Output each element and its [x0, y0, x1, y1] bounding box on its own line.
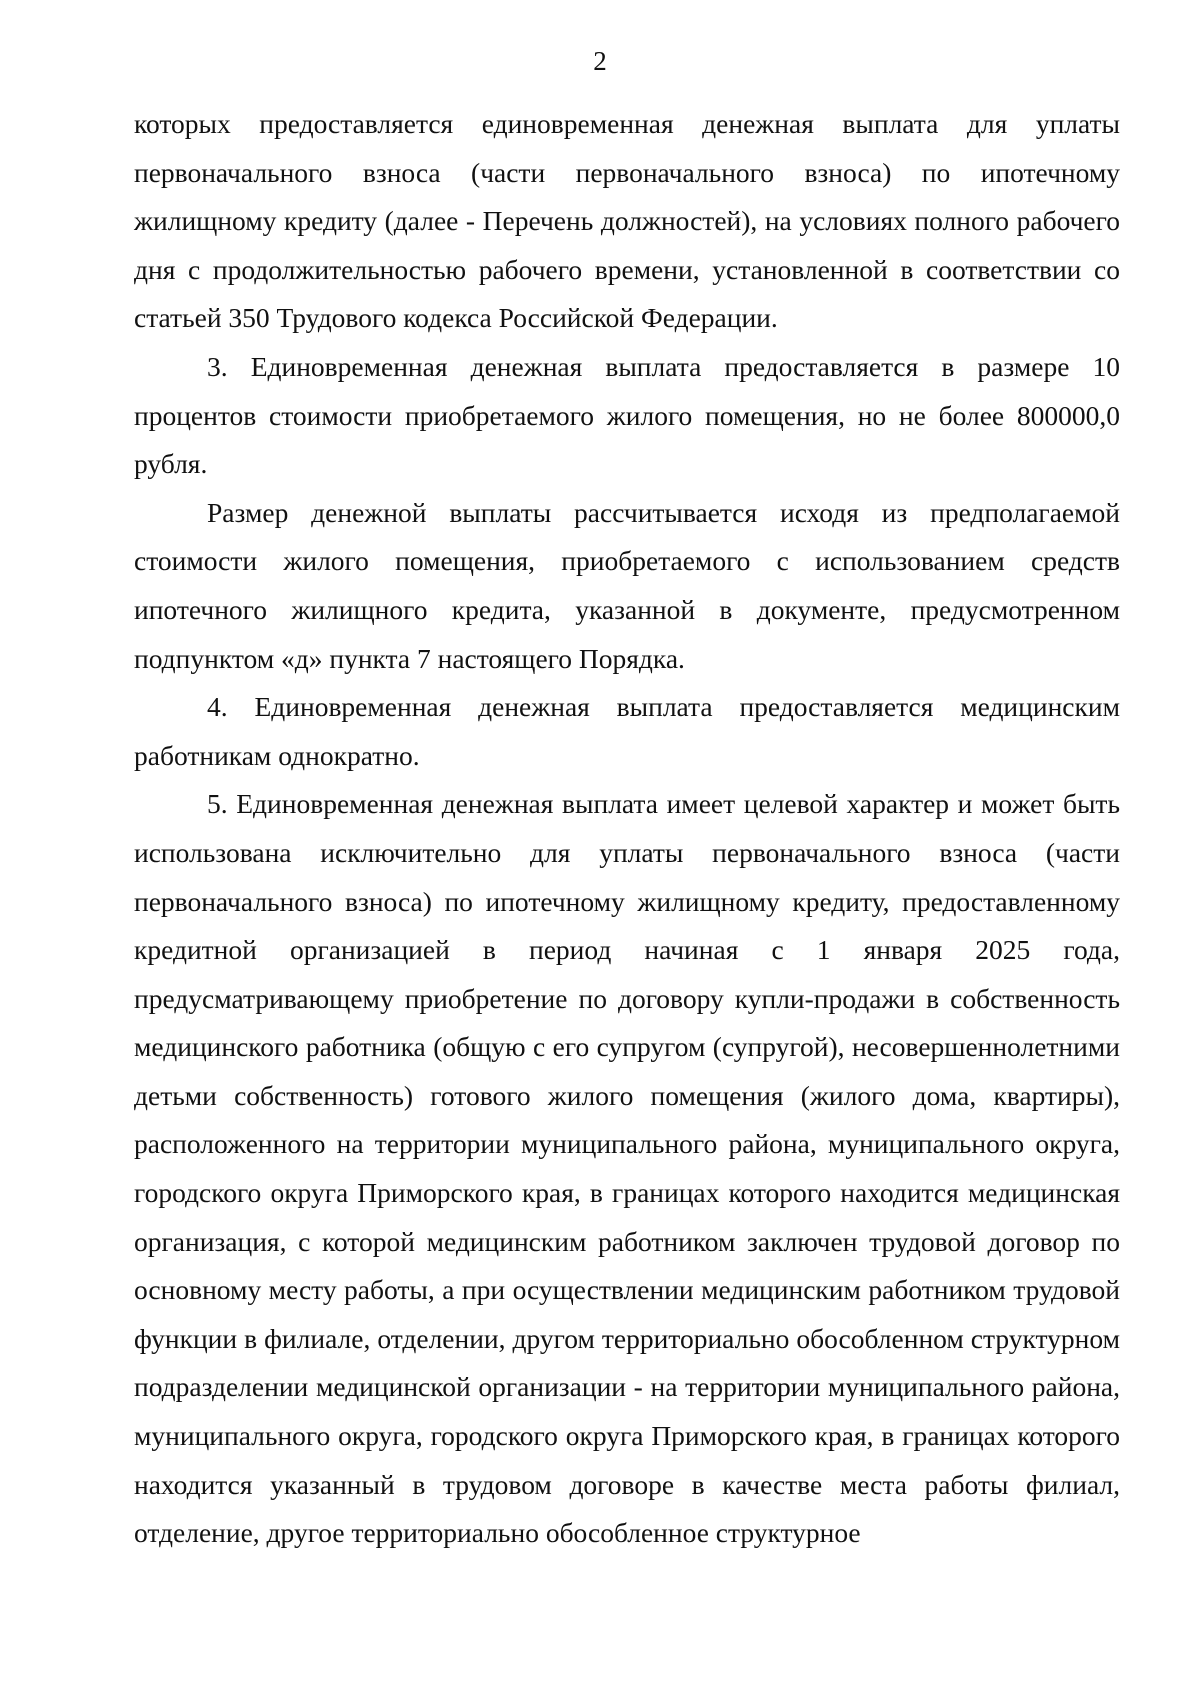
paragraph-item-4: 4. Единовременная денежная выплата предоставляется медицинским работникам однократно.: [134, 691, 1120, 771]
paragraph-item-3: 3. Единовременная денежная выплата предоставляется в размере 10 процентов стоимости приобретаемого жилого помещения, но не более 800000,0 рубля.: [134, 350, 1120, 480]
document-body: [134, 100, 1120, 1558]
paragraph-item-5: 5. Единовременная денежная выплата имеет целевой характер и может быть использована исключительно для уплаты первоначального взноса (части первоначального взноса) по ипотечному жилищному кредиту, предоставленному кредитной организацией в период начиная с 1 января 2025 года, предусматривающему приобретение по договору купли-продажи в собственность медицинского работника (общую с его супругом (супругой), несовершеннолетними детьми собственность) готового жилого помещения (жилого дома, квартиры), расположенного на территории муниципального района, муниципального округа, городского округа Приморского края, в границах которого находится медицинская организация, с которой медицинским работником заключен трудовой договор по основному месту работы, а при осуществлении медицинским работником трудовой функции в филиале, отделении, другом территориально обособленном структурном подразделении медицинской организации - на территории муниципального района, муниципального округа, городского округа Приморского края, в границах которого находится указанный в трудовом договоре в качестве места работы филиал, отделение, другое территориально обособленное структурное: [134, 788, 1120, 1549]
page-number: 2: [593, 46, 607, 76]
paragraph-continuation: которых предоставляется единовременная денежная выплата для уплаты первоначального взноса (части первоначального взноса) по ипотечному жилищному кредиту (далее - Перечень должностей), на условиях полного рабочего дня с продолжительностью рабочего времени, установленной в соответствии со статьей 350 Трудового кодекса Российской Федерации.: [134, 108, 1120, 334]
paragraph-payment-size: Размер денежной выплаты рассчитывается исходя из предполагаемой стоимости жилого помещения, приобретаемого с использованием средств ипотечного жилищного кредита, указанной в документе, предусмотренном подпунктом «д» пункта 7 настоящего Порядка.: [134, 496, 1120, 674]
